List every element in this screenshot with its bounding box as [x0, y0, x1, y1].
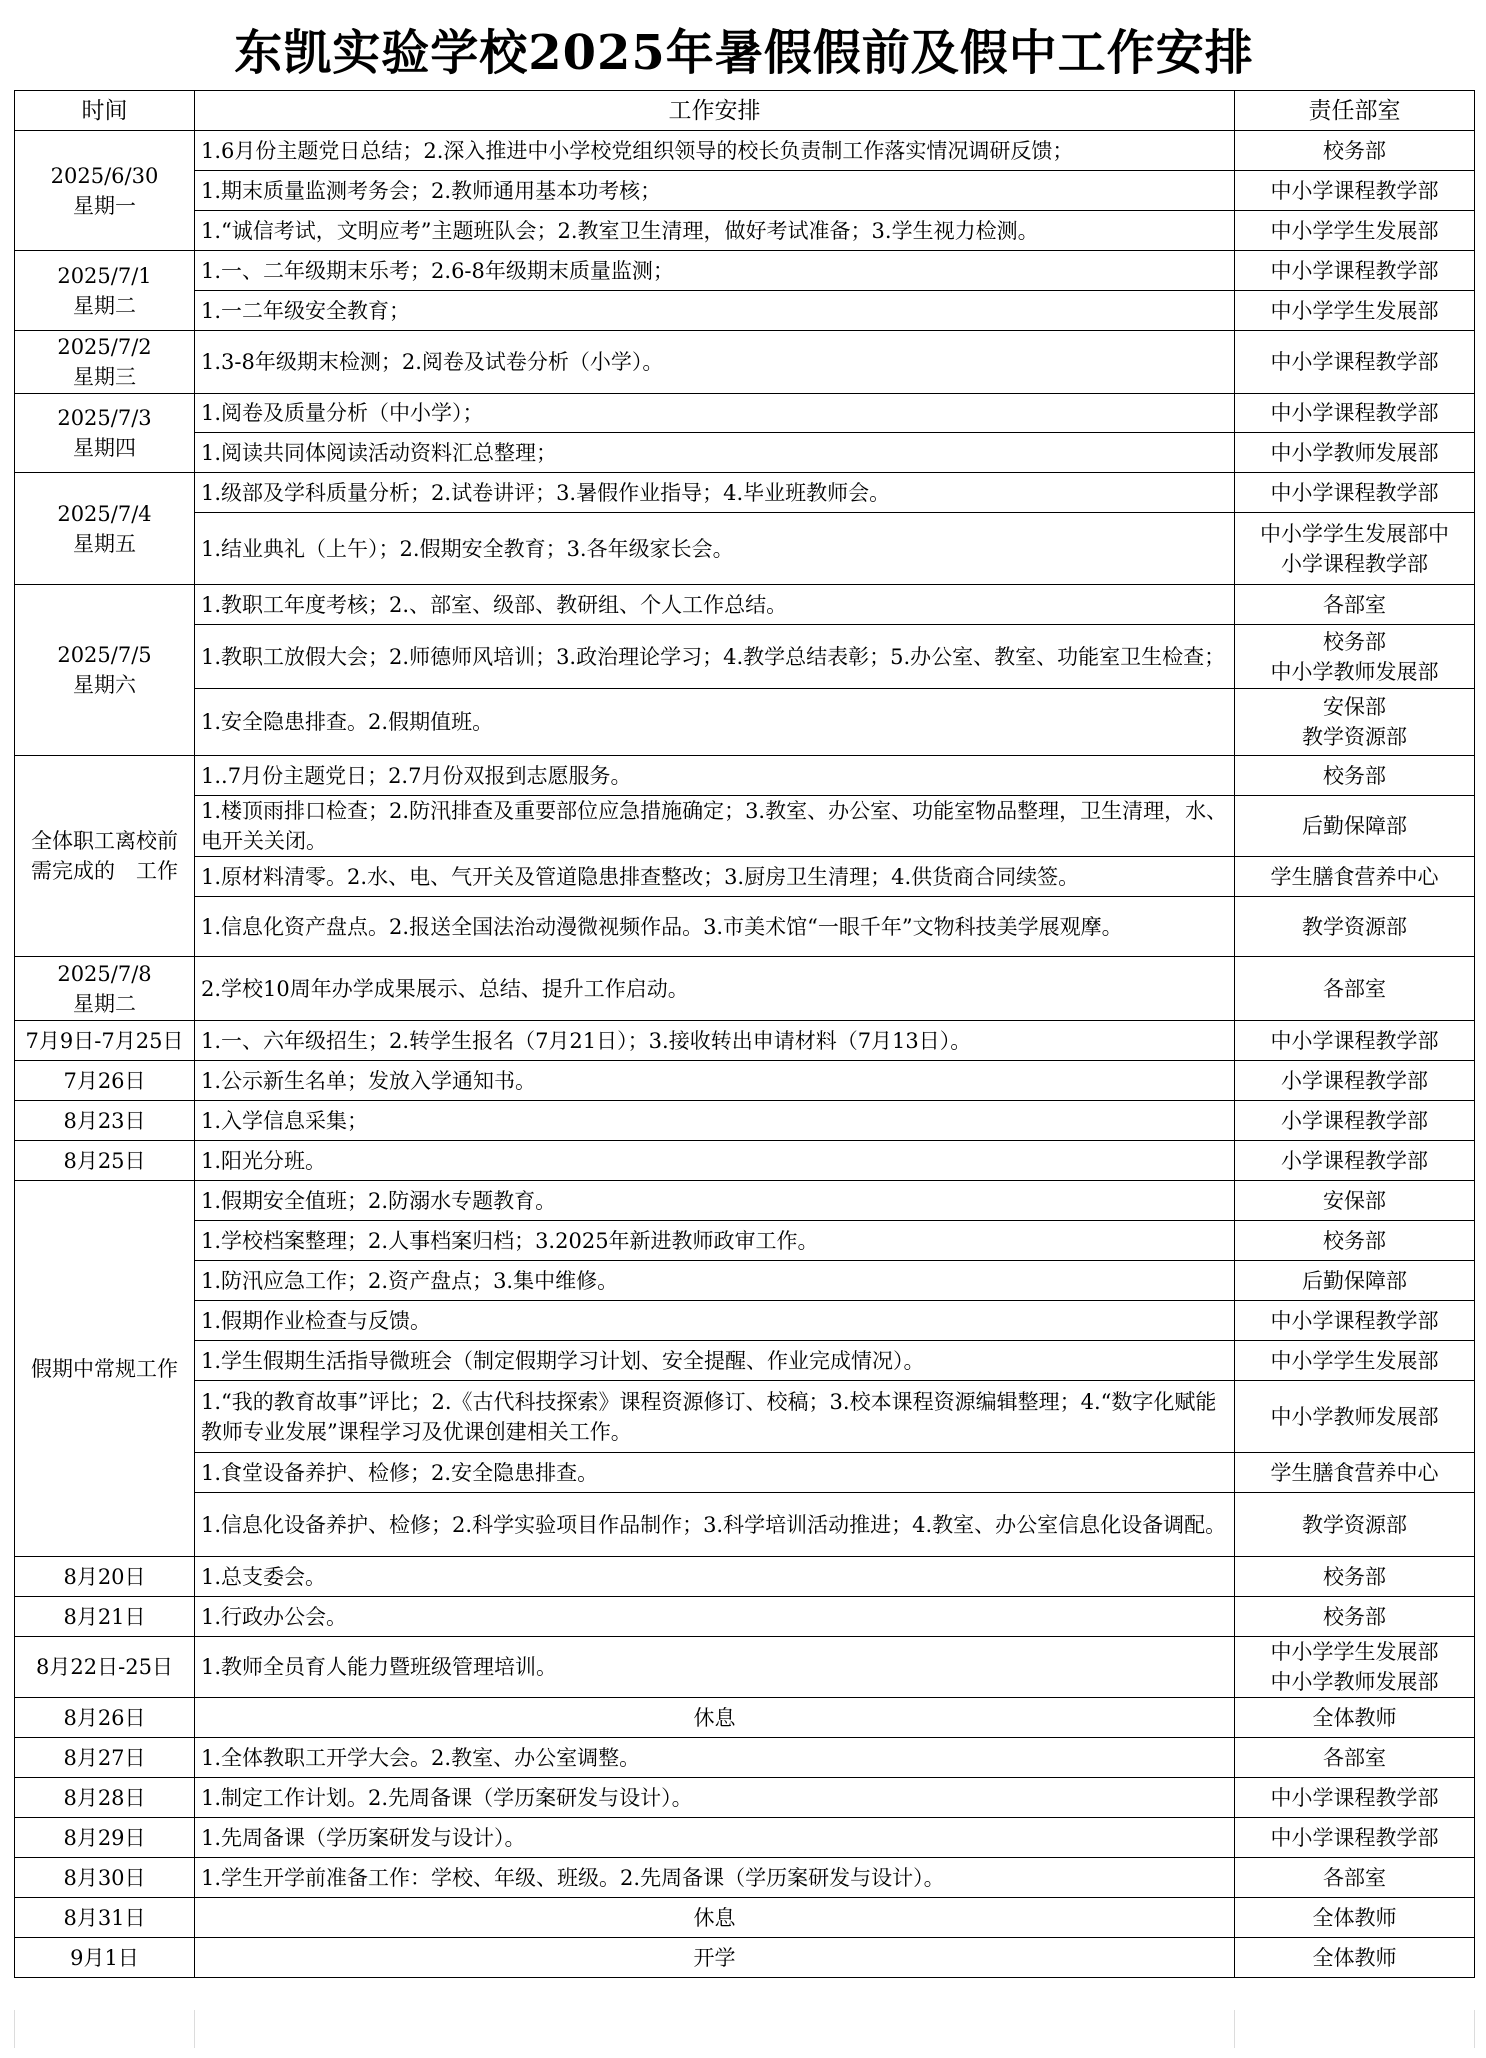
table-row	[15, 291, 1475, 331]
dept-cell: 中小学学生发展部中 小学课程教学部	[1235, 513, 1475, 585]
table-row	[15, 857, 1475, 897]
table-row	[15, 433, 1475, 473]
work-cell: 1.假期安全值班；2.防溺水专题教育。	[195, 1181, 1235, 1221]
dept-cell: 中小学学生发展部 中小学教师发展部	[1235, 1637, 1475, 1698]
work-cell: 1.学生假期生活指导微班会（制定假期学习计划、安全提醒、作业完成情况）。	[195, 1341, 1235, 1381]
document-title: 东凯实验学校2025年暑假假前及假中工作安排	[234, 25, 1254, 81]
dept-cell: 中小学课程教学部	[1235, 473, 1475, 513]
dept-cell: 校务部	[1235, 131, 1475, 171]
table-row	[15, 1597, 1475, 1637]
table-row	[15, 1181, 1475, 1221]
work-cell: 1.“诚信考试，文明应考”主题班队会；2.教室卫生清理，做好考试准备；3.学生视力检测。	[195, 211, 1235, 251]
dept-cell: 中小学课程教学部	[1235, 1301, 1475, 1341]
table-row	[15, 1818, 1475, 1858]
work-cell: 1.阅卷及质量分析（中小学）；	[195, 394, 1235, 433]
work-cell: 1.学生开学前准备工作：学校、年级、班级。2.先周备课（学历案研发与设计）。	[195, 1858, 1235, 1898]
header-time: 时间	[15, 91, 195, 131]
table-row	[15, 625, 1475, 689]
header-work: 工作安排	[195, 91, 1235, 131]
work-cell: 1.入学信息采集；	[195, 1101, 1235, 1141]
dept-cell: 校务部	[1235, 1221, 1475, 1261]
work-cell: 1.原材料清零。2.水、电、气开关及管道隐患排查整改；3.厨房卫生清理；4.供货商合同续签。	[195, 857, 1235, 897]
work-cell: 1.全体教职工开学大会。2.教室、办公室调整。	[195, 1738, 1235, 1778]
work-cell: 1.楼顶雨排口检查；2.防汛排查及重要部位应急措施确定；3.教室、办公室、功能室物品整理，卫生清理，水、电开关关闭。	[195, 796, 1235, 857]
time-cell: 8月20日	[15, 1557, 195, 1597]
dept-cell: 中小学课程教学部	[1235, 331, 1475, 394]
table-row	[15, 1453, 1475, 1493]
dept-cell: 中小学学生发展部	[1235, 1341, 1475, 1381]
dept-cell: 中小学学生发展部	[1235, 291, 1475, 331]
time-cell: 8月28日	[15, 1778, 195, 1818]
work-cell: 1.总支委会。	[195, 1557, 1235, 1597]
time-cell: 8月23日	[15, 1101, 195, 1141]
dept-cell: 学生膳食营养中心	[1235, 857, 1475, 897]
dept-cell: 各部室	[1235, 1858, 1475, 1898]
time-cell: 8月26日	[15, 1698, 195, 1738]
table-row	[15, 131, 1475, 171]
work-cell: 1.假期作业检查与反馈。	[195, 1301, 1235, 1341]
work-cell: 1.结业典礼（上午）；2.假期安全教育；3.各年级家长会。	[195, 513, 1235, 585]
table-row	[15, 897, 1475, 957]
work-cell: 1..7月份主题党日；2.7月份双报到志愿服务。	[195, 756, 1235, 796]
work-cell: 1.信息化设备养护、检修；2.科学实验项目作品制作；3.科学培训活动推进；4.教室、办公室信息化设备调配。	[195, 1493, 1235, 1557]
table-row	[15, 1141, 1475, 1181]
dept-cell: 安保部	[1235, 1181, 1475, 1221]
work-cell: 1.级部及学科质量分析；2.试卷讲评；3.暑假作业指导；4.毕业班教师会。	[195, 473, 1235, 513]
work-cell: 1.阳光分班。	[195, 1141, 1235, 1181]
dept-cell: 中小学教师发展部	[1235, 1381, 1475, 1453]
work-cell: 休息	[195, 1698, 1235, 1738]
dept-cell: 中小学学生发展部	[1235, 211, 1475, 251]
dept-cell: 小学课程教学部	[1235, 1141, 1475, 1181]
table-row	[15, 1698, 1475, 1738]
dept-cell: 教学资源部	[1235, 897, 1475, 957]
work-cell: 1.行政办公会。	[195, 1597, 1235, 1637]
dept-cell: 校务部	[1235, 756, 1475, 796]
table-row	[15, 756, 1475, 796]
work-cell: 1.制定工作计划。2.先周备课（学历案研发与设计）。	[195, 1778, 1235, 1818]
time-cell: 7月26日	[15, 1061, 195, 1101]
schedule-body	[15, 131, 1475, 1978]
time-cell: 8月27日	[15, 1738, 195, 1778]
table-row	[15, 394, 1475, 433]
time-cell: 9月1日	[15, 1938, 195, 1978]
table-row	[15, 1898, 1475, 1938]
table-row	[15, 1061, 1475, 1101]
table-row	[15, 1938, 1475, 1978]
work-cell: 1.期末质量监测考务会；2.教师通用基本功考核；	[195, 171, 1235, 211]
table-row	[15, 1738, 1475, 1778]
time-cell: 2025/7/5 星期六	[15, 585, 195, 756]
work-cell: 开学	[195, 1938, 1235, 1978]
work-cell: 1.公示新生名单；发放入学通知书。	[195, 1061, 1235, 1101]
dept-cell: 各部室	[1235, 1738, 1475, 1778]
time-cell: 2025/7/3 星期四	[15, 394, 195, 473]
work-cell: 1.先周备课（学历案研发与设计）。	[195, 1818, 1235, 1858]
table-row	[15, 1778, 1475, 1818]
time-cell: 8月25日	[15, 1141, 195, 1181]
dept-cell: 各部室	[1235, 585, 1475, 625]
dept-cell: 中小学课程教学部	[1235, 1021, 1475, 1061]
time-cell: 8月31日	[15, 1898, 195, 1938]
table-row	[15, 211, 1475, 251]
time-cell: 2025/6/30 星期一	[15, 131, 195, 251]
time-cell: 8月30日	[15, 1858, 195, 1898]
dept-cell: 中小学课程教学部	[1235, 1778, 1475, 1818]
work-cell: 1.“我的教育故事”评比；2.《古代科技探索》课程资源修订、校稿；3.校本课程资源编辑整理；4.“数字化赋能教师专业发展”课程学习及优课创建相关工作。	[195, 1381, 1235, 1453]
header-dept: 责任部室	[1235, 91, 1475, 131]
time-cell: 8月21日	[15, 1597, 195, 1637]
table-row	[15, 171, 1475, 211]
time-cell: 7月9日-7月25日	[15, 1021, 195, 1061]
dept-cell: 全体教师	[1235, 1938, 1475, 1978]
work-cell: 1.一二年级安全教育；	[195, 291, 1235, 331]
work-cell: 1.防汛应急工作；2.资产盘点；3.集中维修。	[195, 1261, 1235, 1301]
blank-row	[14, 2010, 1474, 2048]
dept-cell: 中小学课程教学部	[1235, 1818, 1475, 1858]
work-cell: 1.安全隐患排查。2.假期值班。	[195, 689, 1235, 756]
dept-cell: 安保部 教学资源部	[1235, 689, 1475, 756]
work-cell: 休息	[195, 1898, 1235, 1938]
table-row	[15, 1021, 1475, 1061]
dept-cell: 各部室	[1235, 957, 1475, 1021]
dept-cell: 校务部 中小学教师发展部	[1235, 625, 1475, 689]
dept-cell: 小学课程教学部	[1235, 1061, 1475, 1101]
table-row	[15, 1301, 1475, 1341]
work-cell: 1.3-8年级期末检测；2.阅卷及试卷分析（小学）。	[195, 331, 1235, 394]
dept-cell: 校务部	[1235, 1557, 1475, 1597]
table-row	[15, 957, 1475, 1021]
table-row	[15, 1221, 1475, 1261]
table-row	[15, 1858, 1475, 1898]
work-cell: 1.学校档案整理；2.人事档案归档；3.2025年新进教师政审工作。	[195, 1221, 1235, 1261]
table-row	[15, 689, 1475, 756]
work-cell: 1.教职工放假大会；2.师德师风培训；3.政治理论学习；4.教学总结表彰；5.办公室、教室、功能室卫生检查；	[195, 625, 1235, 689]
table-row	[15, 796, 1475, 857]
time-cell: 全体职工离校前 需完成的 工作	[15, 756, 195, 957]
time-cell: 2025/7/8 星期二	[15, 957, 195, 1021]
time-cell: 2025/7/4 星期五	[15, 473, 195, 585]
work-cell: 1.教职工年度考核；2.、部室、级部、教研组、个人工作总结。	[195, 585, 1235, 625]
table-row	[15, 1557, 1475, 1597]
time-cell: 假期中常规工作	[15, 1181, 195, 1557]
dept-cell: 学生膳食营养中心	[1235, 1453, 1475, 1493]
table-row	[15, 1261, 1475, 1301]
work-cell: 1.食堂设备养护、检修；2.安全隐患排查。	[195, 1453, 1235, 1493]
table-row	[15, 473, 1475, 513]
work-cell: 1.阅读共同体阅读活动资料汇总整理；	[195, 433, 1235, 473]
time-cell: 8月22日-25日	[15, 1637, 195, 1698]
dept-cell: 后勤保障部	[1235, 796, 1475, 857]
table-row	[15, 331, 1475, 394]
work-cell: 1.6月份主题党日总结；2.深入推进中小学校党组织领导的校长负责制工作落实情况调研反馈；	[195, 131, 1235, 171]
dept-cell: 小学课程教学部	[1235, 1101, 1475, 1141]
header-row	[15, 91, 1475, 131]
table-row	[15, 585, 1475, 625]
table-row	[15, 251, 1475, 291]
work-cell: 1.教师全员育人能力暨班级管理培训。	[195, 1637, 1235, 1698]
work-cell: 1.信息化资产盘点。2.报送全国法治动漫微视频作品。3.市美术馆“一眼千年”文物科技美学展观摩。	[195, 897, 1235, 957]
work-cell: 2.学校10周年办学成果展示、总结、提升工作启动。	[195, 957, 1235, 1021]
time-cell: 2025/7/2 星期三	[15, 331, 195, 394]
table-row	[15, 1341, 1475, 1381]
work-cell: 1.一、二年级期末乐考；2.6-8年级期末质量监测；	[195, 251, 1235, 291]
table-row	[15, 513, 1475, 585]
dept-cell: 全体教师	[1235, 1898, 1475, 1938]
dept-cell: 中小学教师发展部	[1235, 433, 1475, 473]
time-cell: 8月29日	[15, 1818, 195, 1858]
time-cell: 2025/7/1 星期二	[15, 251, 195, 331]
table-row	[15, 1101, 1475, 1141]
table-row	[15, 1381, 1475, 1453]
dept-cell: 全体教师	[1235, 1698, 1475, 1738]
dept-cell: 后勤保障部	[1235, 1261, 1475, 1301]
dept-cell: 校务部	[1235, 1597, 1475, 1637]
work-cell: 1.一、六年级招生；2.转学生报名（7月21日）；3.接收转出申请材料（7月13日）。	[195, 1021, 1235, 1061]
table-row	[15, 1637, 1475, 1698]
dept-cell: 中小学课程教学部	[1235, 394, 1475, 433]
table-row	[15, 1493, 1475, 1557]
dept-cell: 教学资源部	[1235, 1493, 1475, 1557]
dept-cell: 中小学课程教学部	[1235, 251, 1475, 291]
schedule-table	[14, 90, 1475, 1978]
dept-cell: 中小学课程教学部	[1235, 171, 1475, 211]
